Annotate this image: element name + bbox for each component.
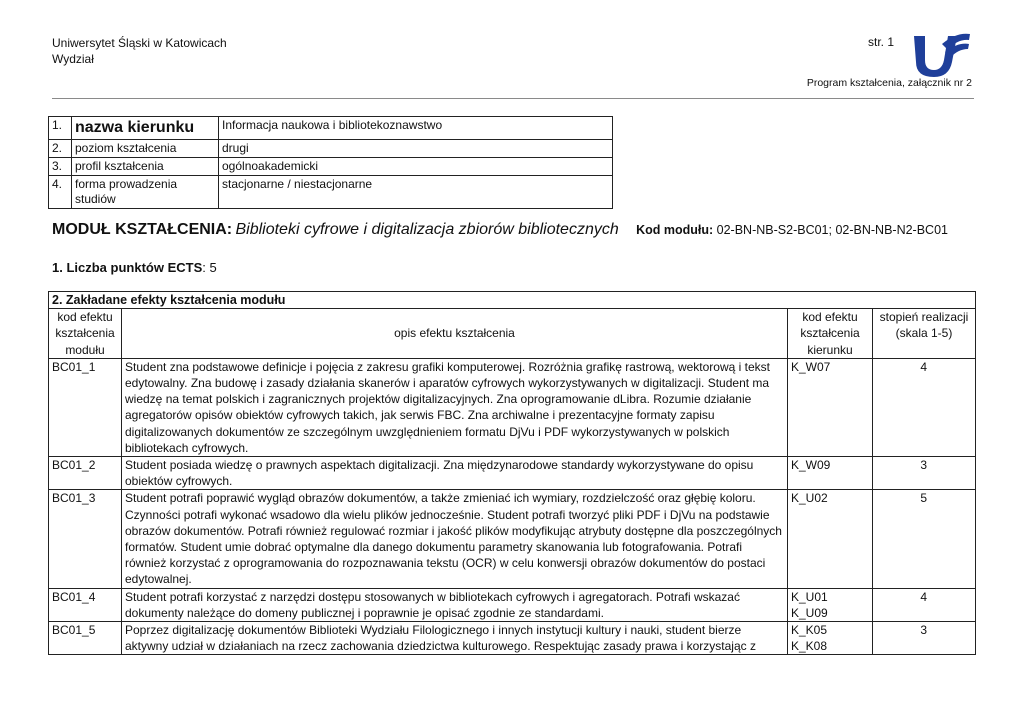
row-value: stacjonarne / niestacjonarne <box>219 176 613 209</box>
table-row <box>49 588 976 621</box>
outcome-description: Student potrafi korzystać z narzędzi dostępu stosowanych w bibliotekach cyfrowych i agregatorach. Potrafi wskazać dokumenty należące do domeny publicznej i poprawnie je opisać zgodnie ze standardami. <box>122 588 788 621</box>
outcome-description: Poprzez digitalizację dokumentów Biblioteki Wydziału Filologicznego i innych instytucji kultury i nauki, student bierze aktywny udział w działaniach na rzecz zachowania dziedzictwa kulturowego. Respektując zasady prawa i korzystając z <box>122 622 788 655</box>
ects-label: 1. Liczba punktów ECTS <box>52 260 203 275</box>
row-label: nazwa kierunku <box>72 117 219 140</box>
outcome-level: 4 <box>873 588 976 621</box>
field-code: K_W07 <box>791 359 831 374</box>
table-row <box>49 176 613 209</box>
ects-value: : 5 <box>202 260 217 275</box>
outcome-field-code <box>788 358 873 456</box>
outcome-code: BC01_4 <box>49 588 122 621</box>
table-row <box>49 358 976 456</box>
outcome-field-code <box>788 622 873 655</box>
header-divider <box>52 98 974 99</box>
program-label: Program kształcenia, załącznik nr 2 <box>806 77 972 89</box>
section-title-row <box>49 292 976 309</box>
row-number: 3. <box>49 158 72 176</box>
faculty-name: Wydział <box>52 52 94 66</box>
page-number: str. 1 <box>868 35 895 49</box>
row-number: 1. <box>49 117 72 140</box>
outcome-code: BC01_2 <box>49 457 122 490</box>
row-value: Informacja naukowa i bibliotekoznawstwo <box>219 117 613 140</box>
outcome-description: Student zna podstawowe definicje i pojęcia z zakresu grafiki komputerowej. Rozróżnia grafikę rastrową, wektorową i tekst edytowalny. Zna budowę i zasady działania skanerów i aparatów cyfrowych wykorzystywanych w digitalizacji. Student ma wiedzę na temat polskich i zagranicznych projektów digitalizacyjnych. Zna oprogramowanie dLibra. Rozumie działanie agregatorów opisów obiektów cyfrowych takich, jak serwis FBC. Zna archiwalne i prezentacyjne formaty zapisu digitalizowanych dokumentów ze szczególnym uwzględnieniem formatu DjVu i PDF wykorzystywanych w polskich bibliotekach cyfrowych. <box>122 358 788 456</box>
outcome-code: BC01_5 <box>49 622 122 655</box>
field-code: K_K05 <box>791 623 828 638</box>
header-description: opis efektu kształcenia <box>122 309 788 359</box>
outcome-field-code <box>788 588 873 621</box>
outcome-level: 3 <box>873 622 976 655</box>
row-number: 2. <box>49 140 72 158</box>
outcome-code: BC01_1 <box>49 358 122 456</box>
row-label: forma prowadzenia studiów <box>72 176 219 209</box>
row-label: poziom kształcenia <box>72 140 219 158</box>
outcome-description: Student potrafi poprawić wygląd obrazów dokumentów, a także zmieniać ich wymiary, rozdzielczość oraz głębię koloru. Czynności potrafi wykonać wsadowo dla wielu plików jednocześnie. Student potrafi tworzyć pliki PDF i DjVu na podstawie obrazów dokumentów. Potrafi również regulować rozmiar i jakość plików modyfikując atrybuty dostępne dla poszczególnych formatów. Student umie dobrać optymalne dla danego dokumentu parametry skanowania lub fotografowania. Potrafi również korzystać z oprogramowania do rozpoznawania tekstu (OCR) w celu konwersji obrazów dokumentów do postaci edytowalnej. <box>122 490 788 588</box>
header-field-code: kod efektu kształcenia kierunku <box>788 309 873 359</box>
ects-points <box>52 260 217 275</box>
header-row <box>49 309 976 359</box>
outcome-description: Student posiada wiedzę o prawnych aspektach digitalizacji. Zna międzynarodowe standardy wykorzystywane do opisu obiektów cyfrowych. <box>122 457 788 490</box>
module-name: Biblioteki cyfrowe i digitalizacja zbiorów bibliotecznych <box>235 221 619 238</box>
section-title: 2. Zakładane efekty kształcenia modułu <box>49 292 976 309</box>
header-module-code: kod efektu kształcenia modułu <box>49 309 122 359</box>
table-row <box>49 622 976 655</box>
program-info-table <box>48 116 613 209</box>
table-row <box>49 490 976 588</box>
table-row <box>49 457 976 490</box>
row-number: 4. <box>49 176 72 209</box>
outcome-code: BC01_3 <box>49 490 122 588</box>
row-label: profil kształcenia <box>72 158 219 176</box>
module-label: MODUŁ KSZTAŁCENIA: <box>52 221 233 238</box>
university-logo <box>912 30 972 81</box>
outcome-level: 5 <box>873 490 976 588</box>
learning-outcomes-table <box>48 291 976 655</box>
field-code: K_K08 <box>791 639 828 654</box>
field-code: K_U09 <box>791 605 828 620</box>
outcome-field-code <box>788 457 873 490</box>
module-code-label: Kod modułu: <box>636 223 714 237</box>
module-code-value: 02-BN-NB-S2-BC01; 02-BN-NB-N2-BC01 <box>716 223 948 237</box>
field-code: K_U02 <box>791 491 828 506</box>
module-title <box>52 221 948 239</box>
outcome-field-code <box>788 490 873 588</box>
document-header <box>52 35 227 67</box>
field-code: K_U01 <box>791 589 828 604</box>
header-level: stopień realizacji (skala 1-5) <box>873 309 976 359</box>
outcome-level: 4 <box>873 358 976 456</box>
field-code: K_W09 <box>791 458 831 473</box>
table-row <box>49 140 613 158</box>
table-row <box>49 158 613 176</box>
row-value: drugi <box>219 140 613 158</box>
row-value: ogólnoakademicki <box>219 158 613 176</box>
table-row <box>49 117 613 140</box>
module-code <box>636 223 948 237</box>
university-name: Uniwersytet Śląski w Katowicach <box>52 36 227 50</box>
outcome-level: 3 <box>873 457 976 490</box>
